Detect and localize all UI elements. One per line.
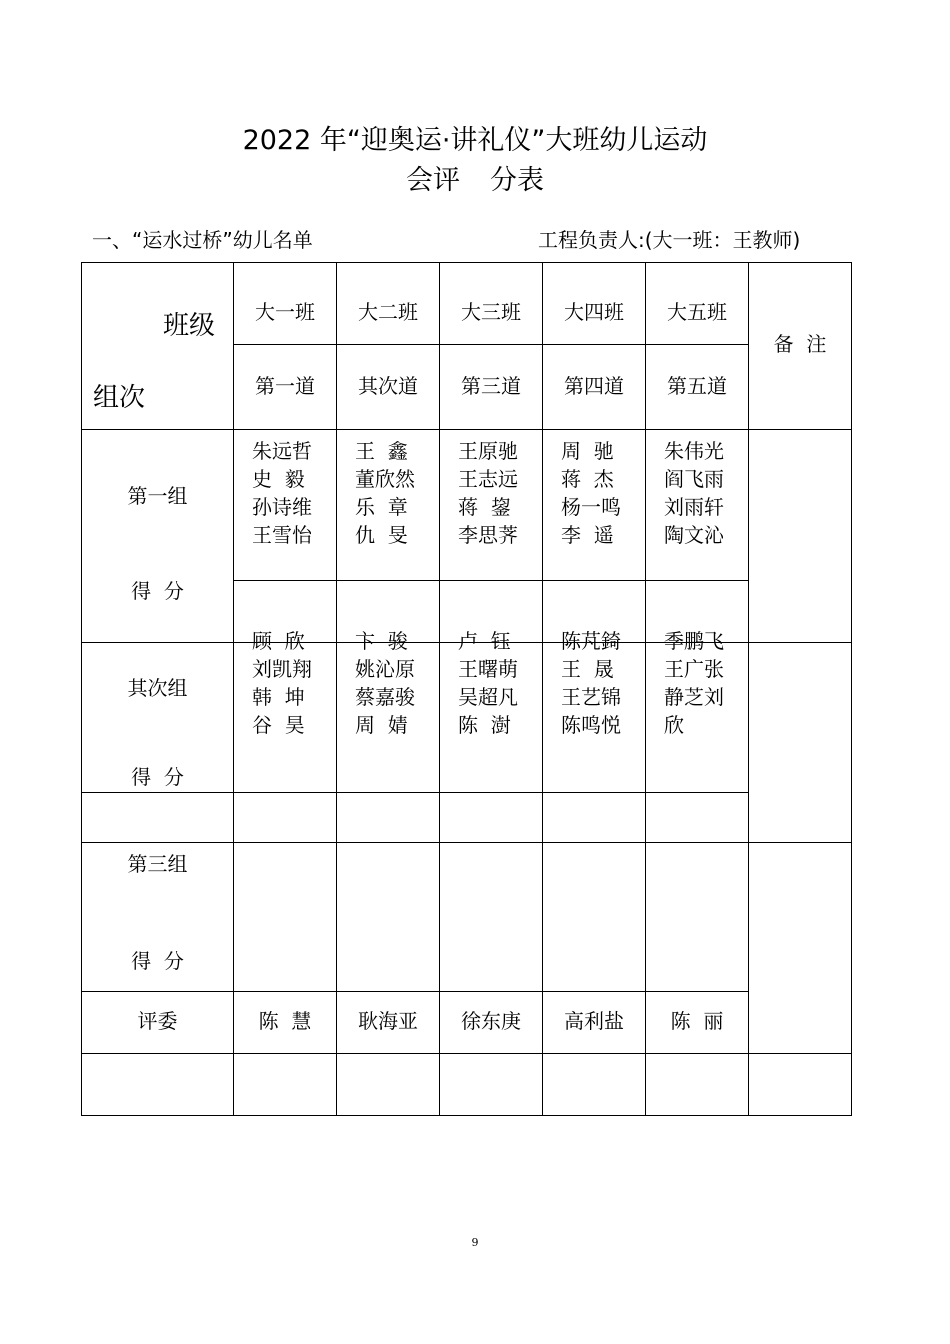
section-heading: 一、“运水过桥”幼儿名单 [92,228,313,252]
group-label: 组次 [93,383,146,413]
lane-header-4: 第四道 [564,374,624,398]
group2-names-class1: 顾 欣 刘凯翔 韩 坤 谷 昊 [252,629,312,737]
group2-label: 其次组 [127,676,188,700]
group3-score-label: 得 分 [131,949,184,973]
group1-names-class4: 周 驰 蒋 杰 杨一鸣 李 遥 [561,439,621,547]
lane-header-3: 第三道 [461,374,521,398]
title-part-a: 会评 [406,165,460,196]
title-part-b: 分表 [490,165,544,196]
class-header-5: 大五班 [667,300,727,324]
judge-class1: 陈 慧 [258,1009,312,1033]
class-header-4: 大四班 [564,300,624,324]
judge-class5: 陈 丽 [670,1009,724,1033]
group2-names-class2: 卞 骏 姚沁原 蔡嘉骏 周 婧 [355,629,415,737]
judge-label: 评委 [137,1009,178,1033]
group3-label: 第三组 [127,852,188,876]
judge-class3: 徐东庚 [461,1009,521,1033]
class-header-3: 大三班 [461,300,521,324]
remark-header: 备 注 [773,332,827,356]
group2-names-class5: 季鹏飞 王广张 静芝刘 欣 [664,629,724,737]
group2-score-label: 得 分 [131,765,184,789]
group1-names-class5: 朱伟光 阎飞雨 刘雨轩 陶文沁 [664,439,724,547]
group2-names-class3: 卢 钰 王曙萌 吴超凡 陈 澍 [458,629,518,737]
group1-names-class3: 王原驰 王志远 蒋 鋆 李思荠 [458,439,518,547]
class-header-1: 大一班 [255,300,315,324]
group1-label: 第一组 [127,484,188,508]
group1-score-label: 得 分 [131,579,184,603]
lane-header-1: 第一道 [255,374,315,398]
page-number: 9 [471,1236,479,1249]
group2-names-class4: 陈芃錡 王 晟 王艺锦 陈鸣悦 [561,629,621,737]
group1-names-class1: 朱远哲 史 毅 孙诗维 王雪怡 [252,439,312,547]
judge-class2: 耿海亚 [358,1009,418,1033]
page-title-line1: 2022 年“迎奥运·讲礼仪”大班幼儿运动 [242,125,708,156]
class-label: 班级 [163,311,216,341]
lane-header-2: 其次道 [358,374,418,398]
class-header-2: 大二班 [358,300,418,324]
project-leader: 工程负责人:(大一班：王教师) [538,228,801,252]
lane-header-5: 第五道 [667,374,727,398]
judge-class4: 高利盐 [564,1009,624,1033]
group1-names-class2: 王 鑫 董欣然 乐 章 仇 旻 [355,439,415,547]
